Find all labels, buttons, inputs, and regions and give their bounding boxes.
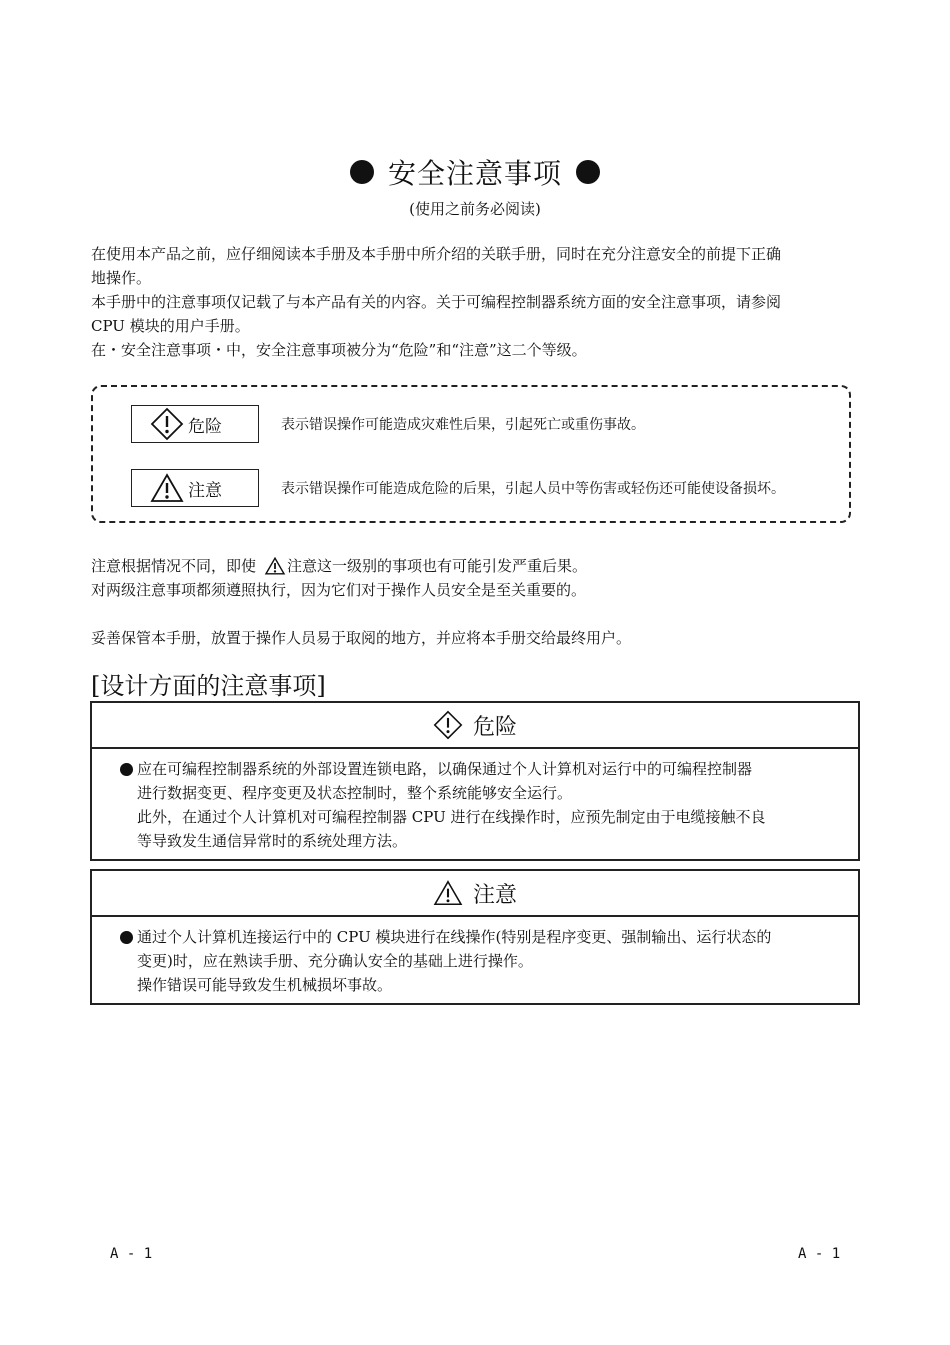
- footer-page-right: A - 1: [798, 1246, 841, 1262]
- notes-line1: [91, 554, 861, 578]
- levels-box: [91, 385, 851, 523]
- caution-label-text: 注意: [188, 480, 222, 501]
- danger-panel: [90, 701, 860, 861]
- intro-p2-line1: 本手册中的注意事项仅记载了与本产品有关的内容。关于可编程控制器系统方面的安全注意事项，请参阅: [91, 293, 782, 311]
- danger-line2: 进行数据变更、程序变更及状态控制时，整个系统能够安全运行。: [137, 784, 573, 802]
- danger-line1: 应在可编程控制器系统的外部设置连锁电路，以确保通过个人计算机对运行中的可编程控制器: [137, 760, 753, 778]
- intro-paragraph: [91, 242, 861, 362]
- title-wrap: [0, 152, 950, 192]
- level-label-caution: [131, 469, 259, 507]
- caution-panel-header-text: 注意: [472, 882, 517, 908]
- danger-panel-header: [92, 703, 858, 749]
- page-subtitle: (使用之前务必阅读): [409, 200, 541, 218]
- intro-p3: 在・安全注意事项・中，安全注意事项被分为“危险”和“注意”这二个等级。: [91, 341, 587, 359]
- footer-page-left: A - 1: [110, 1246, 153, 1262]
- level-row-caution: [131, 469, 785, 507]
- danger-line3: 此外，在通过个人计算机对可编程控制器 CPU 进行在线操作时，应预先制定由于电缆接触不良: [137, 808, 766, 826]
- danger-description: 表示错误操作可能造成灾难性后果，引起死亡或重伤事故。: [281, 417, 645, 433]
- notes-line1-pre: 注意根据情况不同，即使: [91, 557, 257, 575]
- caution-triangle-icon: [150, 473, 184, 503]
- notes-paragraph: [91, 554, 861, 602]
- caution-panel-item: [120, 925, 838, 997]
- page-title: [350, 152, 600, 192]
- danger-panel-item: [120, 757, 838, 853]
- caution-line3: 操作错误可能导致发生机械损坏事故。: [137, 976, 393, 994]
- danger-panel-diamond-icon: [433, 710, 463, 740]
- danger-label-text: 危险: [188, 416, 222, 437]
- notes-line1-post: 注意这一级别的事项也有可能引发严重后果。: [287, 557, 588, 575]
- bullet-icon: [120, 931, 133, 944]
- title-bullet-left-icon: [350, 160, 374, 184]
- intro-p1-line2: 地操作。: [91, 269, 152, 287]
- danger-panel-header-text: 危险: [472, 714, 517, 740]
- caution-panel-triangle-icon: [433, 880, 463, 906]
- danger-diamond-icon: [150, 407, 184, 441]
- intro-p2-line2: CPU 模块的用户手册。: [91, 317, 250, 335]
- intro-p1-line1: 在使用本产品之前，应仔细阅读本手册及本手册中所介绍的关联手册，同时在充分注意安全的前提下正确: [91, 245, 782, 263]
- caution-panel-header: [92, 871, 858, 917]
- level-label-danger: [131, 405, 259, 443]
- caution-panel: [90, 869, 860, 1005]
- title-bullet-right-icon: [576, 160, 600, 184]
- caution-panel-body: [92, 917, 858, 1003]
- danger-panel-body: [92, 749, 858, 859]
- keep-manual-paragraph: 妥善保管本手册，放置于操作人员易于取阅的地方，并应将本手册交给最终用户。: [91, 629, 632, 647]
- notes-line2: 对两级注意事项都须遵照执行，因为它们对于操作人员安全是至关重要的。: [91, 581, 587, 599]
- inline-caution-triangle-icon: [264, 557, 286, 575]
- bullet-icon: [120, 763, 133, 776]
- caution-line2: 变更)时，应在熟读手册、充分确认安全的基础上进行操作。: [137, 952, 533, 970]
- section-title: [设计方面的注意事项]: [91, 672, 326, 700]
- level-row-danger: [131, 405, 645, 443]
- danger-line4: 等导致发生通信异常时的系统处理方法。: [137, 832, 408, 850]
- caution-description: 表示错误操作可能造成危险的后果，引起人员中等伤害或轻伤还可能使设备损坏。: [281, 481, 785, 497]
- page-title-text: 安全注意事项: [387, 157, 562, 190]
- caution-line1: 通过个人计算机连接运行中的 CPU 模块进行在线操作(特别是程序变更、强制输出、运行状态的: [137, 928, 772, 946]
